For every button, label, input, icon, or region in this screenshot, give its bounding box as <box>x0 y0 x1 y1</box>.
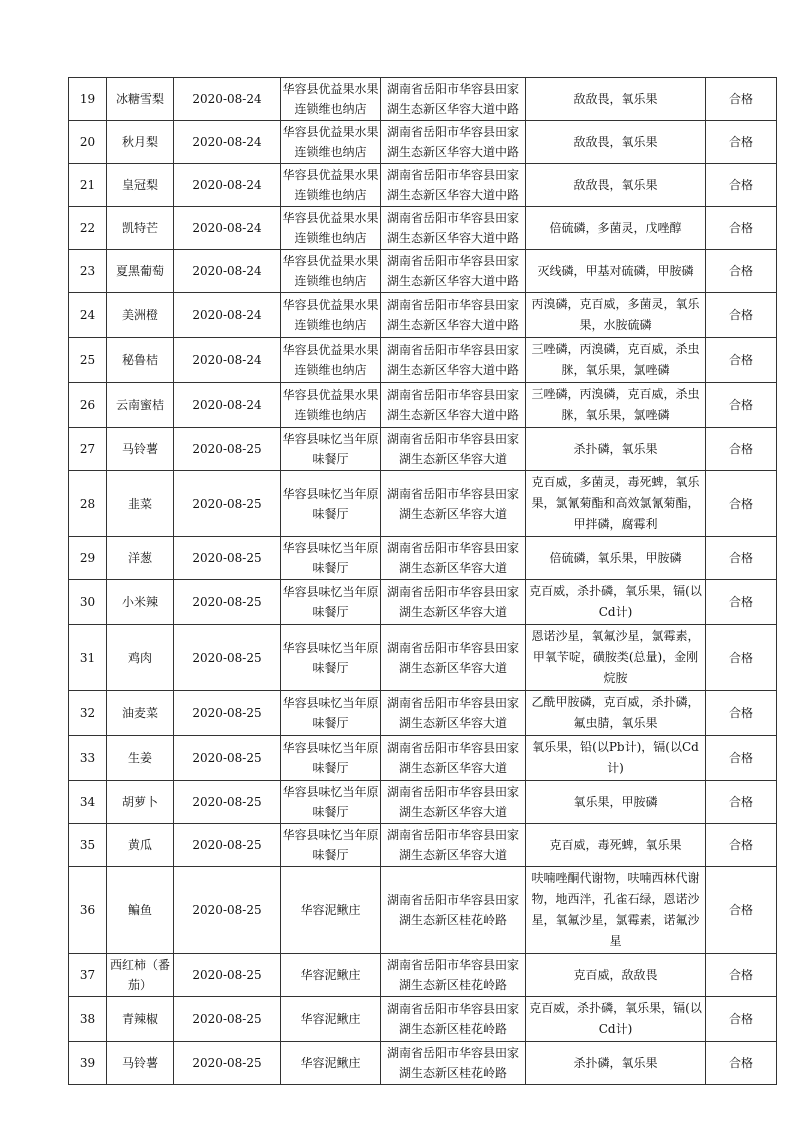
result-cell: 合格 <box>706 207 777 250</box>
sample-name-cell: 秘鲁桔 <box>107 338 174 383</box>
seq-no-cell: 35 <box>69 824 107 867</box>
table-row <box>69 781 777 824</box>
test-items-cell: 克百威，多菌灵，毒死蜱，氧乐果，氯氰菊酯和高效氯氰菊酯，甲拌磷，腐霉利 <box>526 471 706 537</box>
shop-name-cell: 华容县味忆当年原味餐厅 <box>281 736 381 781</box>
shop-name-cell: 华容县优益果水果连锁维也纳店 <box>281 338 381 383</box>
test-items-cell: 丙溴磷，克百威，多菌灵，氧乐果，水胺硫磷 <box>526 293 706 338</box>
address-cell: 湖南省岳阳市华容县田家湖生态新区华容大道 <box>381 471 526 537</box>
table-row <box>69 471 777 537</box>
address-cell: 湖南省岳阳市华容县田家湖生态新区华容大道 <box>381 428 526 471</box>
test-items-cell: 恩诺沙星，氧氟沙星，氯霉素，甲氧苄啶，磺胺类(总量)，金刚烷胺 <box>526 625 706 691</box>
test-items-cell: 呋喃唑酮代谢物，呋喃西林代谢物，地西泮，孔雀石绿，恩诺沙星，氧氟沙星，氯霉素，诺氟沙星 <box>526 867 706 954</box>
address-cell: 湖南省岳阳市华容县田家湖生态新区华容大道 <box>381 580 526 625</box>
address-cell: 湖南省岳阳市华容县田家湖生态新区华容大道 <box>381 537 526 580</box>
shop-name-cell: 华容县优益果水果连锁维也纳店 <box>281 121 381 164</box>
shop-name-cell: 华容县味忆当年原味餐厅 <box>281 428 381 471</box>
seq-no-cell: 24 <box>69 293 107 338</box>
sample-name-cell: 洋葱 <box>107 537 174 580</box>
sampling-date-cell: 2020-08-25 <box>174 471 281 537</box>
result-cell: 合格 <box>706 338 777 383</box>
seq-no-cell: 28 <box>69 471 107 537</box>
test-items-cell: 三唑磷，丙溴磷，克百威，杀虫脒，氧乐果，氯唑磷 <box>526 338 706 383</box>
sampling-date-cell: 2020-08-24 <box>174 383 281 428</box>
seq-no-cell: 32 <box>69 691 107 736</box>
test-items-cell: 氧乐果，甲胺磷 <box>526 781 706 824</box>
address-cell: 湖南省岳阳市华容县田家湖生态新区华容大道 <box>381 736 526 781</box>
sample-name-cell: 美洲橙 <box>107 293 174 338</box>
address-cell: 湖南省岳阳市华容县田家湖生态新区桂花岭路 <box>381 954 526 997</box>
test-items-cell: 三唑磷，丙溴磷，克百威，杀虫脒，氧乐果，氯唑磷 <box>526 383 706 428</box>
sample-name-cell: 小米辣 <box>107 580 174 625</box>
shop-name-cell: 华容泥鳅庄 <box>281 867 381 954</box>
sampling-date-cell: 2020-08-24 <box>174 207 281 250</box>
result-cell: 合格 <box>706 383 777 428</box>
test-items-cell: 杀扑磷，氧乐果 <box>526 1042 706 1085</box>
address-cell: 湖南省岳阳市华容县田家湖生态新区桂花岭路 <box>381 867 526 954</box>
sampling-date-cell: 2020-08-24 <box>174 78 281 121</box>
address-cell: 湖南省岳阳市华容县田家湖生态新区华容大道 <box>381 625 526 691</box>
seq-no-cell: 21 <box>69 164 107 207</box>
test-items-cell: 倍硫磷，氧乐果，甲胺磷 <box>526 537 706 580</box>
sample-name-cell: 胡萝卜 <box>107 781 174 824</box>
sampling-date-cell: 2020-08-25 <box>174 625 281 691</box>
address-cell: 湖南省岳阳市华容县田家湖生态新区华容大道中路 <box>381 121 526 164</box>
table-row <box>69 997 777 1042</box>
shop-name-cell: 华容县优益果水果连锁维也纳店 <box>281 293 381 338</box>
result-cell: 合格 <box>706 250 777 293</box>
address-cell: 湖南省岳阳市华容县田家湖生态新区华容大道 <box>381 691 526 736</box>
address-cell: 湖南省岳阳市华容县田家湖生态新区华容大道中路 <box>381 338 526 383</box>
seq-no-cell: 31 <box>69 625 107 691</box>
result-cell: 合格 <box>706 471 777 537</box>
test-items-cell: 敌敌畏，氧乐果 <box>526 164 706 207</box>
shop-name-cell: 华容泥鳅庄 <box>281 997 381 1042</box>
seq-no-cell: 33 <box>69 736 107 781</box>
address-cell: 湖南省岳阳市华容县田家湖生态新区华容大道中路 <box>381 250 526 293</box>
seq-no-cell: 19 <box>69 78 107 121</box>
result-cell: 合格 <box>706 736 777 781</box>
seq-no-cell: 20 <box>69 121 107 164</box>
address-cell: 湖南省岳阳市华容县田家湖生态新区华容大道 <box>381 824 526 867</box>
sample-name-cell: 马铃薯 <box>107 428 174 471</box>
shop-name-cell: 华容县味忆当年原味餐厅 <box>281 691 381 736</box>
sample-name-cell: 秋月梨 <box>107 121 174 164</box>
shop-name-cell: 华容泥鳅庄 <box>281 954 381 997</box>
result-cell: 合格 <box>706 691 777 736</box>
sample-name-cell: 青辣椒 <box>107 997 174 1042</box>
seq-no-cell: 39 <box>69 1042 107 1085</box>
table-row <box>69 338 777 383</box>
sampling-date-cell: 2020-08-24 <box>174 121 281 164</box>
seq-no-cell: 37 <box>69 954 107 997</box>
seq-no-cell: 26 <box>69 383 107 428</box>
seq-no-cell: 23 <box>69 250 107 293</box>
shop-name-cell: 华容县味忆当年原味餐厅 <box>281 824 381 867</box>
shop-name-cell: 华容县味忆当年原味餐厅 <box>281 580 381 625</box>
sample-name-cell: 生姜 <box>107 736 174 781</box>
seq-no-cell: 36 <box>69 867 107 954</box>
shop-name-cell: 华容县优益果水果连锁维也纳店 <box>281 207 381 250</box>
result-cell: 合格 <box>706 580 777 625</box>
sample-name-cell: 马铃薯 <box>107 1042 174 1085</box>
table-row <box>69 736 777 781</box>
result-cell: 合格 <box>706 78 777 121</box>
table-row <box>69 867 777 954</box>
table-row <box>69 1042 777 1085</box>
seq-no-cell: 34 <box>69 781 107 824</box>
test-items-cell: 倍硫磷，多菌灵，戊唑醇 <box>526 207 706 250</box>
result-cell: 合格 <box>706 824 777 867</box>
table-row <box>69 383 777 428</box>
sample-name-cell: 油麦菜 <box>107 691 174 736</box>
shop-name-cell: 华容泥鳅庄 <box>281 1042 381 1085</box>
test-items-cell: 乙酰甲胺磷，克百威，杀扑磷，氟虫腈，氧乐果 <box>526 691 706 736</box>
table-body <box>69 78 777 1085</box>
shop-name-cell: 华容县味忆当年原味餐厅 <box>281 625 381 691</box>
result-cell: 合格 <box>706 781 777 824</box>
sample-name-cell: 夏黑葡萄 <box>107 250 174 293</box>
result-cell: 合格 <box>706 121 777 164</box>
address-cell: 湖南省岳阳市华容县田家湖生态新区桂花岭路 <box>381 1042 526 1085</box>
seq-no-cell: 29 <box>69 537 107 580</box>
result-cell: 合格 <box>706 164 777 207</box>
result-cell: 合格 <box>706 997 777 1042</box>
sampling-date-cell: 2020-08-25 <box>174 736 281 781</box>
address-cell: 湖南省岳阳市华容县田家湖生态新区华容大道中路 <box>381 164 526 207</box>
result-cell: 合格 <box>706 625 777 691</box>
sampling-date-cell: 2020-08-25 <box>174 824 281 867</box>
address-cell: 湖南省岳阳市华容县田家湖生态新区华容大道 <box>381 781 526 824</box>
seq-no-cell: 22 <box>69 207 107 250</box>
test-items-cell: 敌敌畏，氧乐果 <box>526 121 706 164</box>
sample-name-cell: 韭菜 <box>107 471 174 537</box>
table-row <box>69 428 777 471</box>
sampling-date-cell: 2020-08-25 <box>174 867 281 954</box>
sampling-date-cell: 2020-08-25 <box>174 954 281 997</box>
result-cell: 合格 <box>706 537 777 580</box>
sampling-date-cell: 2020-08-25 <box>174 781 281 824</box>
sampling-date-cell: 2020-08-24 <box>174 338 281 383</box>
shop-name-cell: 华容县优益果水果连锁维也纳店 <box>281 250 381 293</box>
result-cell: 合格 <box>706 293 777 338</box>
sampling-date-cell: 2020-08-25 <box>174 537 281 580</box>
table-row <box>69 954 777 997</box>
sampling-date-cell: 2020-08-25 <box>174 997 281 1042</box>
inspection-results-table <box>68 77 777 1085</box>
test-items-cell: 克百威，敌敌畏 <box>526 954 706 997</box>
table-row <box>69 824 777 867</box>
shop-name-cell: 华容县优益果水果连锁维也纳店 <box>281 383 381 428</box>
address-cell: 湖南省岳阳市华容县田家湖生态新区华容大道中路 <box>381 207 526 250</box>
sample-name-cell: 西红柿（番茄） <box>107 954 174 997</box>
sampling-date-cell: 2020-08-25 <box>174 691 281 736</box>
sampling-date-cell: 2020-08-25 <box>174 428 281 471</box>
address-cell: 湖南省岳阳市华容县田家湖生态新区华容大道中路 <box>381 383 526 428</box>
test-items-cell: 杀扑磷，氧乐果 <box>526 428 706 471</box>
shop-name-cell: 华容县优益果水果连锁维也纳店 <box>281 78 381 121</box>
test-items-cell: 灭线磷，甲基对硫磷，甲胺磷 <box>526 250 706 293</box>
sampling-date-cell: 2020-08-24 <box>174 293 281 338</box>
test-items-cell: 克百威，毒死蜱，氧乐果 <box>526 824 706 867</box>
seq-no-cell: 30 <box>69 580 107 625</box>
sample-name-cell: 鸡肉 <box>107 625 174 691</box>
table-row <box>69 625 777 691</box>
test-items-cell: 氧乐果，铅(以Pb计)，镉(以Cd计) <box>526 736 706 781</box>
table-row <box>69 207 777 250</box>
sampling-date-cell: 2020-08-25 <box>174 580 281 625</box>
seq-no-cell: 25 <box>69 338 107 383</box>
sampling-date-cell: 2020-08-24 <box>174 164 281 207</box>
sample-name-cell: 冰糖雪梨 <box>107 78 174 121</box>
table-row <box>69 691 777 736</box>
address-cell: 湖南省岳阳市华容县田家湖生态新区华容大道中路 <box>381 78 526 121</box>
table-row <box>69 164 777 207</box>
sampling-date-cell: 2020-08-25 <box>174 1042 281 1085</box>
shop-name-cell: 华容县优益果水果连锁维也纳店 <box>281 164 381 207</box>
sample-name-cell: 云南蜜桔 <box>107 383 174 428</box>
table-row <box>69 250 777 293</box>
result-cell: 合格 <box>706 428 777 471</box>
shop-name-cell: 华容县味忆当年原味餐厅 <box>281 471 381 537</box>
table-row <box>69 537 777 580</box>
test-items-cell: 克百威，杀扑磷，氧乐果，镉(以Cd计) <box>526 997 706 1042</box>
seq-no-cell: 27 <box>69 428 107 471</box>
result-cell: 合格 <box>706 1042 777 1085</box>
shop-name-cell: 华容县味忆当年原味餐厅 <box>281 537 381 580</box>
address-cell: 湖南省岳阳市华容县田家湖生态新区桂花岭路 <box>381 997 526 1042</box>
sample-name-cell: 黄瓜 <box>107 824 174 867</box>
test-items-cell: 克百威，杀扑磷，氧乐果，镉(以Cd计) <box>526 580 706 625</box>
table-row <box>69 78 777 121</box>
seq-no-cell: 38 <box>69 997 107 1042</box>
sample-name-cell: 凯特芒 <box>107 207 174 250</box>
shop-name-cell: 华容县味忆当年原味餐厅 <box>281 781 381 824</box>
sample-name-cell: 鳊鱼 <box>107 867 174 954</box>
table-row <box>69 121 777 164</box>
sample-name-cell: 皇冠梨 <box>107 164 174 207</box>
result-cell: 合格 <box>706 867 777 954</box>
result-cell: 合格 <box>706 954 777 997</box>
table-row <box>69 580 777 625</box>
address-cell: 湖南省岳阳市华容县田家湖生态新区华容大道中路 <box>381 293 526 338</box>
test-items-cell: 敌敌畏，氧乐果 <box>526 78 706 121</box>
sampling-date-cell: 2020-08-24 <box>174 250 281 293</box>
table-row <box>69 293 777 338</box>
